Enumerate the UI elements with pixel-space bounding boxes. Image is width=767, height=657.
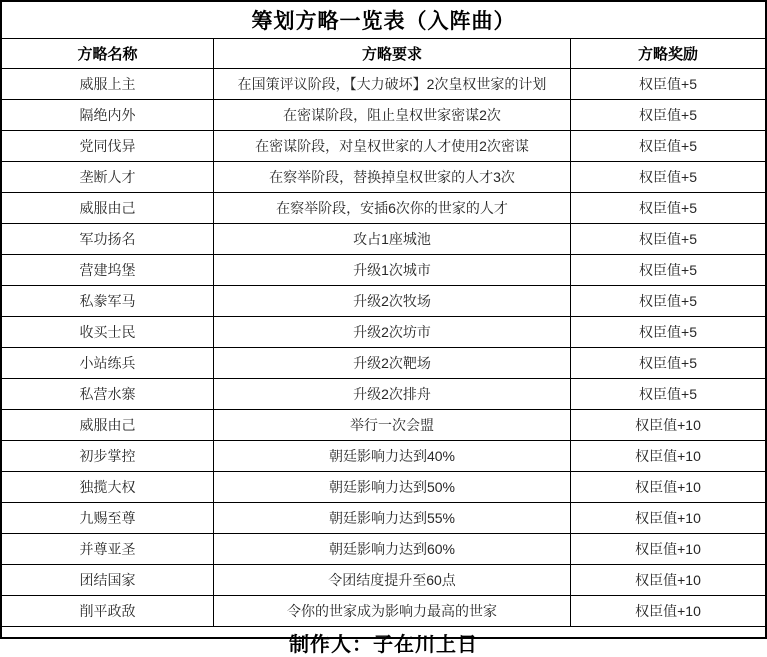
table-row — [2, 564, 765, 595]
strategy-requirement-cell: 攻占1座城池 — [213, 224, 570, 254]
strategy-name-cell: 收买士民 — [79, 324, 136, 340]
strategy-requirement-cell: 令团结度提升至60点 — [213, 565, 570, 595]
strategy-reward-cell: 权臣值+10 — [570, 503, 765, 533]
table-row — [2, 130, 765, 161]
table-row — [2, 471, 765, 502]
table-row — [2, 533, 765, 564]
column-header-strategy-reward: 方略奖励 — [570, 39, 765, 68]
table-row — [2, 409, 765, 440]
table-row — [2, 285, 765, 316]
table-row — [2, 316, 765, 347]
strategy-name-cell: 威服上主 — [79, 76, 136, 92]
strategy-name-cell: 军功扬名 — [79, 231, 136, 247]
strategy-requirement-cell: 在密谋阶段，阻止皇权世家密谋2次 — [213, 100, 570, 130]
strategy-requirement-cell: 令你的世家成为影响力最高的世家 — [213, 596, 570, 626]
strategy-name-cell: 九赐至尊 — [79, 510, 136, 526]
strategy-name-cell: 削平政敌 — [79, 603, 136, 619]
table-row — [2, 378, 765, 409]
strategy-requirement-cell: 升级2次靶场 — [213, 348, 570, 378]
strategy-requirement-cell: 在国策评议阶段，【大力破坏】2次皇权世家的计划 — [213, 69, 570, 99]
table-header-row — [2, 38, 765, 68]
table-row — [2, 161, 765, 192]
column-header-strategy-name: 方略名称 — [77, 46, 138, 63]
strategy-requirement-cell: 朝廷影响力达到50% — [213, 472, 570, 502]
table-row — [2, 347, 765, 378]
strategy-reward-cell: 权臣值+10 — [570, 596, 765, 626]
strategy-name-cell: 初步掌控 — [79, 448, 136, 464]
strategy-reward-cell: 权臣值+5 — [570, 100, 765, 130]
table-row — [2, 99, 765, 130]
strategy-requirement-cell: 在察举阶段，替换掉皇权世家的人才3次 — [213, 162, 570, 192]
strategy-requirement-cell: 升级2次牧场 — [213, 286, 570, 316]
footer-credit: 制作人：子在川上日 — [2, 626, 765, 657]
strategy-reward-cell: 权臣值+10 — [570, 441, 765, 471]
strategy-requirement-cell: 升级2次坊市 — [213, 317, 570, 347]
table-row — [2, 223, 765, 254]
strategy-name-cell: 隔绝内外 — [79, 107, 136, 123]
strategy-name-cell: 垄断人才 — [79, 169, 136, 185]
strategy-reward-cell: 权臣值+5 — [570, 193, 765, 223]
strategy-name-cell: 独揽大权 — [79, 479, 136, 495]
strategy-name-cell: 小站练兵 — [79, 355, 136, 371]
strategy-requirement-cell: 升级2次排舟 — [213, 379, 570, 409]
strategy-requirement-cell: 在察举阶段，安插6次你的世家的人才 — [213, 193, 570, 223]
strategy-reward-cell: 权臣值+5 — [570, 348, 765, 378]
strategy-reward-cell: 权臣值+10 — [570, 534, 765, 564]
table-row — [2, 192, 765, 223]
strategy-name-cell: 私营水寨 — [79, 386, 136, 402]
table-row — [2, 502, 765, 533]
strategy-reward-cell: 权臣值+5 — [570, 255, 765, 285]
strategy-name-cell: 私豢军马 — [79, 293, 136, 309]
strategy-requirement-cell: 举行一次会盟 — [213, 410, 570, 440]
table-row — [2, 440, 765, 471]
column-header-strategy-requirement: 方略要求 — [213, 39, 570, 68]
strategy-name-cell: 威服由己 — [79, 417, 136, 433]
strategy-requirement-cell: 朝廷影响力达到55% — [213, 503, 570, 533]
strategy-name-cell: 并尊亚圣 — [79, 541, 136, 557]
table-title: 筹划方略一览表（入阵曲） — [251, 10, 516, 33]
strategy-name-cell: 威服由己 — [79, 200, 136, 216]
strategy-reward-cell: 权臣值+5 — [570, 379, 765, 409]
strategy-reward-cell: 权臣值+5 — [570, 224, 765, 254]
strategy-requirement-cell: 朝廷影响力达到40% — [213, 441, 570, 471]
strategy-reward-cell: 权臣值+10 — [570, 410, 765, 440]
strategy-reward-cell: 权臣值+10 — [570, 565, 765, 595]
strategy-requirement-cell: 升级1次城市 — [213, 255, 570, 285]
strategy-requirement-cell: 在密谋阶段，对皇权世家的人才使用2次密谋 — [213, 131, 570, 161]
strategy-name-cell: 团结国家 — [79, 572, 136, 588]
table-row — [2, 254, 765, 285]
strategy-reward-cell: 权臣值+5 — [570, 317, 765, 347]
strategy-requirement-cell: 朝廷影响力达到60% — [213, 534, 570, 564]
table-row — [2, 595, 765, 626]
strategy-reward-cell: 权臣值+5 — [570, 69, 765, 99]
strategy-name-cell: 党同伐异 — [79, 138, 136, 154]
strategy-name-cell: 营建坞堡 — [79, 262, 136, 278]
strategy-reward-cell: 权臣值+10 — [570, 472, 765, 502]
table-row — [2, 68, 765, 99]
strategy-reward-cell: 权臣值+5 — [570, 131, 765, 161]
strategy-reward-cell: 权臣值+5 — [570, 286, 765, 316]
strategy-reward-cell: 权臣值+5 — [570, 162, 765, 192]
